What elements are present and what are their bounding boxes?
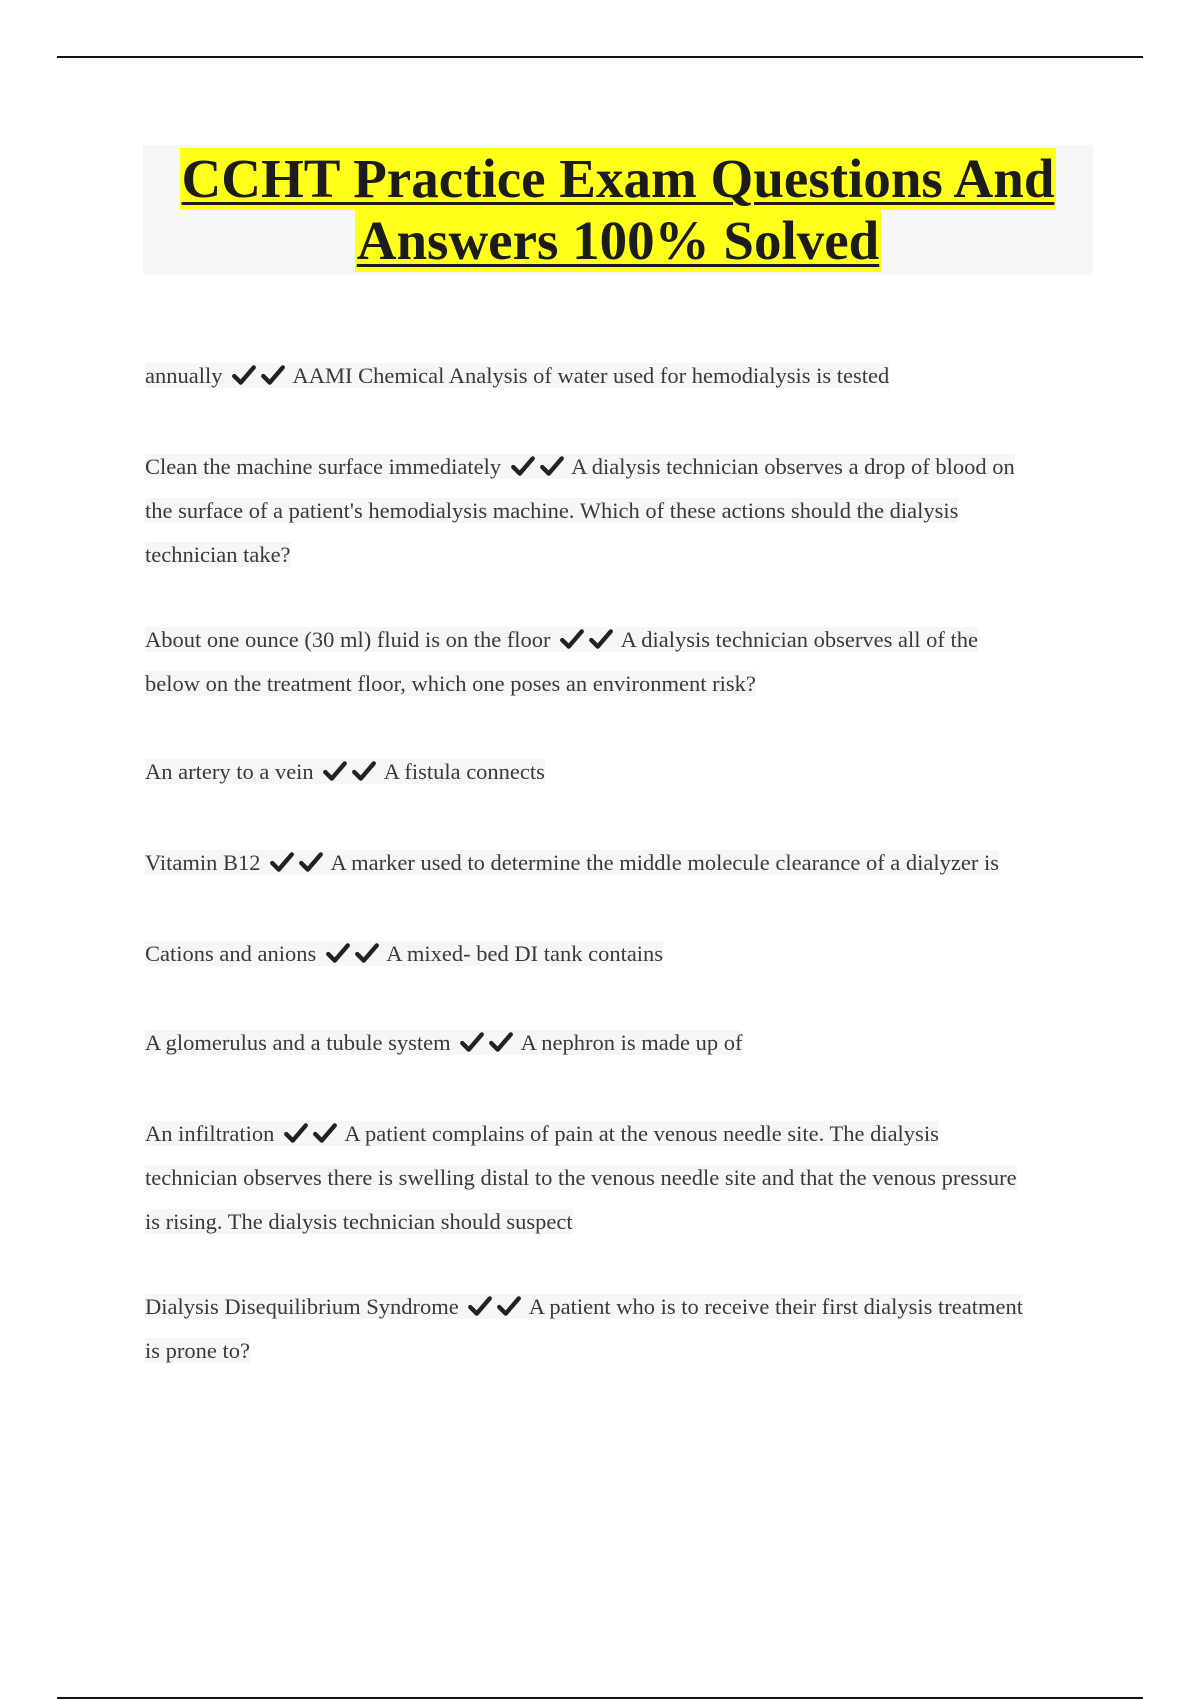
answer-text: An artery to a vein [145,759,314,784]
answer-text: Clean the machine surface immediately [145,454,502,479]
check-icon [588,626,614,652]
check-icon [488,1029,514,1055]
question-text: A fistula connects [383,759,545,784]
check-icon [467,1293,493,1319]
question-text: A dialysis technician observes a drop of blood on [571,454,1015,479]
check-icon [325,940,351,966]
check-icon [322,758,348,784]
answer-text: A glomerulus and a tubule system [145,1030,451,1055]
question-text: A marker used to determine the middle molecule clearance of a dialyzer is [330,850,1000,875]
question-text: AAMI Chemical Analysis of water used for hemodialysis is tested [292,363,890,388]
check-icon [351,758,377,784]
check-icon [459,1029,485,1055]
question-text: A mixed- bed DI tank contains [386,941,664,966]
qa-item-3 [145,618,1095,706]
question-text: A patient complains of pain at the venous needle site. The dialysis [344,1121,939,1146]
top-rule [57,56,1143,58]
check-icon [496,1293,522,1319]
qa-item-4 [145,750,1095,794]
qa-item-1 [145,354,1095,398]
qa-item-9 [145,1285,1095,1373]
qa-item-6 [145,932,1095,976]
check-icon [312,1120,338,1146]
question-text: the surface of a patient's hemodialysis machine. Which of these actions should the dialysis [145,498,959,523]
answer-text: Vitamin B12 [145,850,261,875]
check-icon [260,362,286,388]
document-title-line-2: Answers 100% Solved [356,210,880,271]
question-text: is prone to? [145,1338,250,1363]
check-icon [510,453,536,479]
qa-item-2 [145,445,1095,577]
answer-text: Cations and anions [145,941,317,966]
check-icon [539,453,565,479]
qa-item-8 [145,1112,1095,1244]
answer-text: annually [145,363,223,388]
answer-text: Dialysis Disequilibrium Syndrome [145,1294,459,1319]
question-text: is rising. The dialysis technician should suspect [145,1209,573,1234]
answer-text: An infiltration [145,1121,275,1146]
question-text: A nephron is made up of [520,1030,743,1055]
check-icon [354,940,380,966]
qa-item-7 [145,1021,1095,1065]
question-text: technician observes there is swelling distal to the venous needle site and that the venous pressure [145,1165,1017,1190]
check-icon [559,626,585,652]
bottom-rule [57,1697,1143,1699]
title-block [143,145,1093,275]
check-icon [298,849,324,875]
document-title-line-1: CCHT Practice Exam Questions And [181,148,1055,209]
question-text: technician take? [145,542,291,567]
qa-item-5 [145,841,1095,885]
check-icon [283,1120,309,1146]
check-icon [269,849,295,875]
question-text: A dialysis technician observes all of the [620,627,978,652]
question-text: A patient who is to receive their first dialysis treatment [528,1294,1024,1319]
check-icon [231,362,257,388]
question-text: below on the treatment floor, which one poses an environment risk? [145,671,756,696]
answer-text: About one ounce (30 ml) fluid is on the floor [145,627,551,652]
